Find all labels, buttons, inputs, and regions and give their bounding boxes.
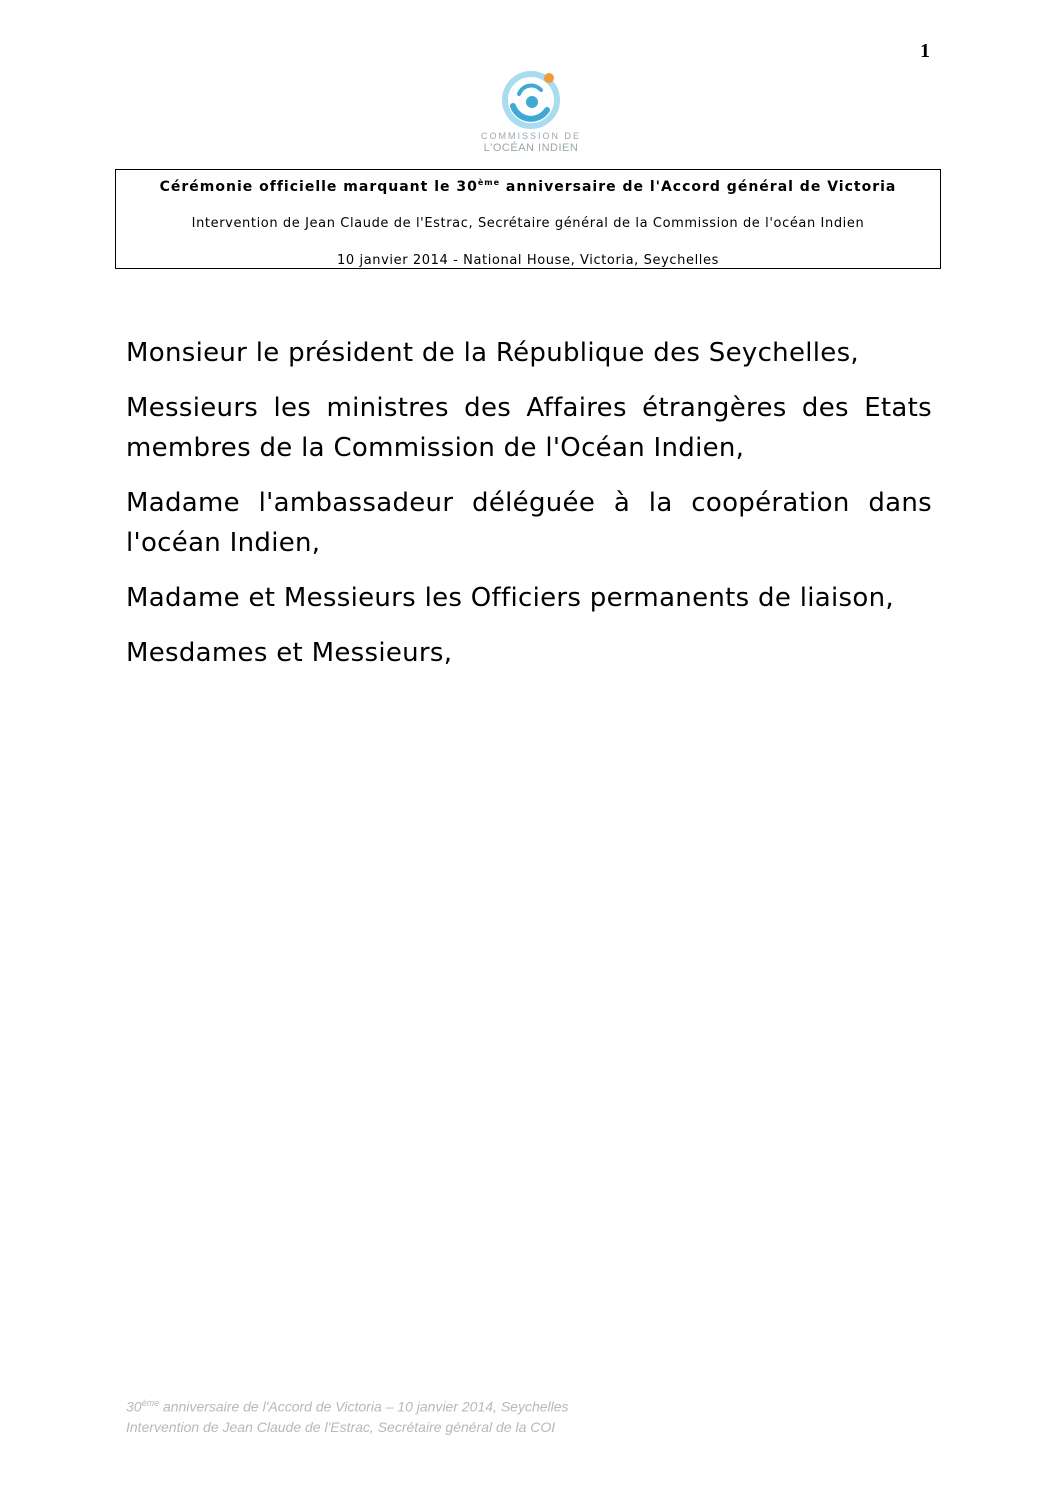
salutation-paragraph: Monsieur le président de la République des Seychelles, [126, 338, 860, 368]
header-title-sup: ème [477, 178, 501, 187]
footer-line1-prefix: 30 [126, 1398, 142, 1415]
coi-logo-icon [499, 66, 563, 130]
coi-logo [476, 66, 586, 162]
header-date-place: 10 janvier 2014 - National House, Victoria, Seychelles [337, 253, 719, 268]
page-footer [126, 1393, 569, 1437]
page-number: 1 [920, 40, 930, 62]
header-title [116, 173, 940, 197]
header-subtitle: Intervention de Jean Claude de l'Estrac, Secrétaire général de la Commission de l'océan Indien [191, 216, 865, 231]
salutation-paragraph: Madame et Messieurs les Officiers permanents de liaison, [126, 583, 894, 613]
footer-line1 [126, 1393, 569, 1417]
footer-line1-sup: ème [141, 1398, 160, 1408]
footer-line1-suffix: anniversaire de l'Accord de Victoria – 10 janvier 2014, Seychelles [159, 1398, 569, 1415]
logo-text-line2: L'OCÉAN INDIEN [483, 142, 579, 154]
salutations [126, 333, 932, 688]
salutation-paragraph: Madame l'ambassadeur déléguée à la coopération dans l'océan Indien, [126, 488, 932, 558]
logo-text-line1: COMMISSION DE [480, 131, 581, 141]
footer-line2: Intervention de Jean Claude de l'Estrac, Secrétaire général de la COI [126, 1418, 556, 1435]
salutation-paragraph: Messieurs les ministres des Affaires étrangères des Etats membres de la Commission de l'Océan Indien, [126, 393, 932, 463]
header-title-prefix: Cérémonie officielle marquant le 30 [159, 179, 478, 195]
header-title-suffix: anniversaire de l'Accord général de Victoria [500, 179, 897, 195]
salutation-paragraph: Mesdames et Messieurs, [126, 638, 453, 668]
header-box [115, 169, 941, 269]
